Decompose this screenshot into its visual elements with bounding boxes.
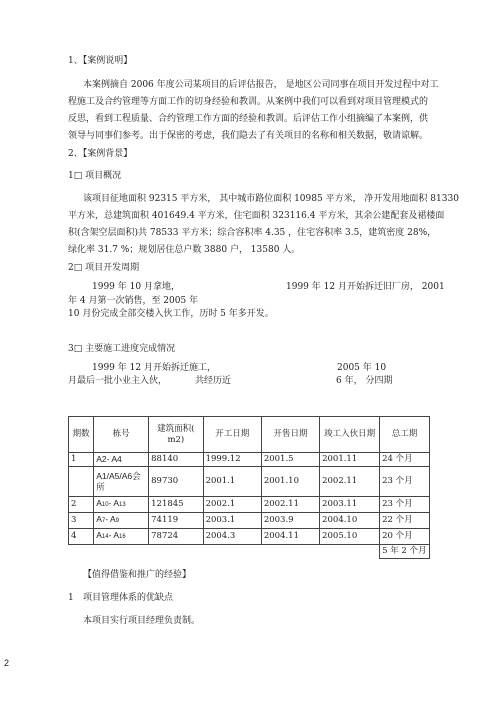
cell-building: A14- A16 [94,529,149,545]
page-number: 2 [4,658,10,668]
overview-line-3: 积(含架空层面积)共 78533 平方米；综合容积率 4.35 ，住宅容积率 3.5，建筑密度 28%， [68,228,437,238]
cell-area: 78724 [149,529,203,545]
cycle-line-3: 10 月份完成全部交楼入伙工作，历时 5 年多开发。 [68,309,274,319]
table-row [69,513,430,529]
cell-complete: 2002.11 [320,467,380,497]
header-sale: 开售日期 [261,417,319,453]
progress-line-2b: 共经历近 [195,376,232,386]
cell-phase: 2 [69,497,94,513]
progress-line-2a: 月最后一批小业主入伙， [68,376,168,386]
table-row [69,497,430,513]
cell-total: 23 个月 [380,497,430,513]
cell-sale: 2002.11 [261,497,319,513]
header-phase: 期数 [69,417,94,453]
cell-sale: 2003.9 [261,513,319,529]
cell-building: A2- A4 [94,453,149,467]
table-total-row [69,545,430,559]
cycle-line-1b: 1999 年 12 月开始拆迁旧厂房， 2001 [286,282,445,292]
section3-item-number: 1 [68,593,74,603]
table-header-row [69,417,430,453]
header-building: 栋号 [94,417,149,453]
section1-heading: 1、【案例说明】 [68,56,133,66]
cell-area: 121845 [149,497,203,513]
cell-start: 1999.12 [203,453,261,467]
cell-phase [69,467,94,497]
cell-phase: 3 [69,513,94,529]
header-start: 开工日期 [203,417,261,453]
cell-building: A7- A9 [94,513,149,529]
section3-item-title: 项目管理体系的优缺点 [83,593,174,603]
schedule-table [68,416,430,559]
header-area: 建筑面积( m2) [149,417,203,453]
subsection-overview-title: 1□ 项目概况 [68,171,122,181]
section2-heading: 2、【案例背景】 [68,149,133,159]
cell-complete: 2003.11 [320,497,380,513]
cell-start: 2002.1 [203,497,261,513]
cell-area: 74119 [149,513,203,529]
cell-complete: 2001.11 [320,453,380,467]
cell-sale: 2001.5 [261,453,319,467]
header-complete: 竣工入伙日期 [320,417,380,453]
overview-line-4: 绿化率 31.7 %；规划居住总户数 3880 户， 13580 人。 [68,245,301,255]
cycle-line-2: 年 4 月第一次销售，至 2005 年 [68,296,199,306]
cell-total-duration: 5 年 2 个月 [380,545,430,559]
overview-line-2: 平方米，总建筑面积 401649.4 平方米，住宅面积 323116.4 平方米，其余公建配套及裙楼面 [68,211,445,221]
table-row [69,529,430,545]
progress-line-1a: 1999 年 12 月开始拆迁施工， [92,363,216,373]
cell-building: A10- A13 [94,497,149,513]
cell-start: 2003.1 [203,513,261,529]
cell-complete: 2004.10 [320,513,380,529]
table-row [69,453,430,467]
cell-phase: 1 [69,453,94,467]
cell-area: 89730 [149,467,203,497]
cell-sale: 2001.10 [261,467,319,497]
cell-start: 2004.3 [203,529,261,545]
cell-total: 20 个月 [380,529,430,545]
table-row [69,467,430,497]
cell-sale: 2004.11 [261,529,319,545]
progress-line-1b: 2005 年 10 [337,363,387,373]
subsection-cycle-title: 2□ 项目开发周期 [68,263,140,273]
section1-line-4: 领导与同事们参考。出于保密的考虑，我们隐去了有关项目的名称和相关数据，敬请谅解。 [68,131,429,141]
cell-phase: 4 [69,529,94,545]
progress-line-2c: 6 年， 分四期 [336,376,393,386]
section1-line-1: 本案例摘自 2006 年度公司某项目的后评估报告， 是地区公司同事在项目开发过程中对工 [83,80,439,90]
cell-total: 22 个月 [380,513,430,529]
cell-area: 88140 [149,453,203,467]
cell-complete: 2005.10 [320,529,380,545]
cell-total: 23 个月 [380,467,430,497]
cell-total: 24 个月 [380,453,430,467]
section3-heading: 【值得借鉴和推广的经验】 [83,570,192,580]
subsection-progress-title: 3□ 主要施工进度完成情况 [68,344,176,354]
section1-line-2: 程施工及合约管理等方面工作的切身经验和教训。从案例中我们可以看到对项目管理模式的 [68,97,429,107]
section3-item-text: 本项目实行项目经理负责制。 [83,616,201,626]
cell-building: A1/A5/A6会所 [94,467,149,497]
header-total: 总工期 [380,417,430,453]
cell-start: 2001.1 [203,467,261,497]
section1-line-3: 反思，看到工程质量、合约管理工作方面的经验和教训。后评估工作小组摘编了本案例，供 [68,114,429,124]
overview-line-1: 该项目征地面积 92315 平方米， 其中城市路位面积 10985 平方米， 净开发用地面积 81330 [83,194,459,204]
cycle-line-1a: 1999 年 10 月拿地， [92,282,180,292]
